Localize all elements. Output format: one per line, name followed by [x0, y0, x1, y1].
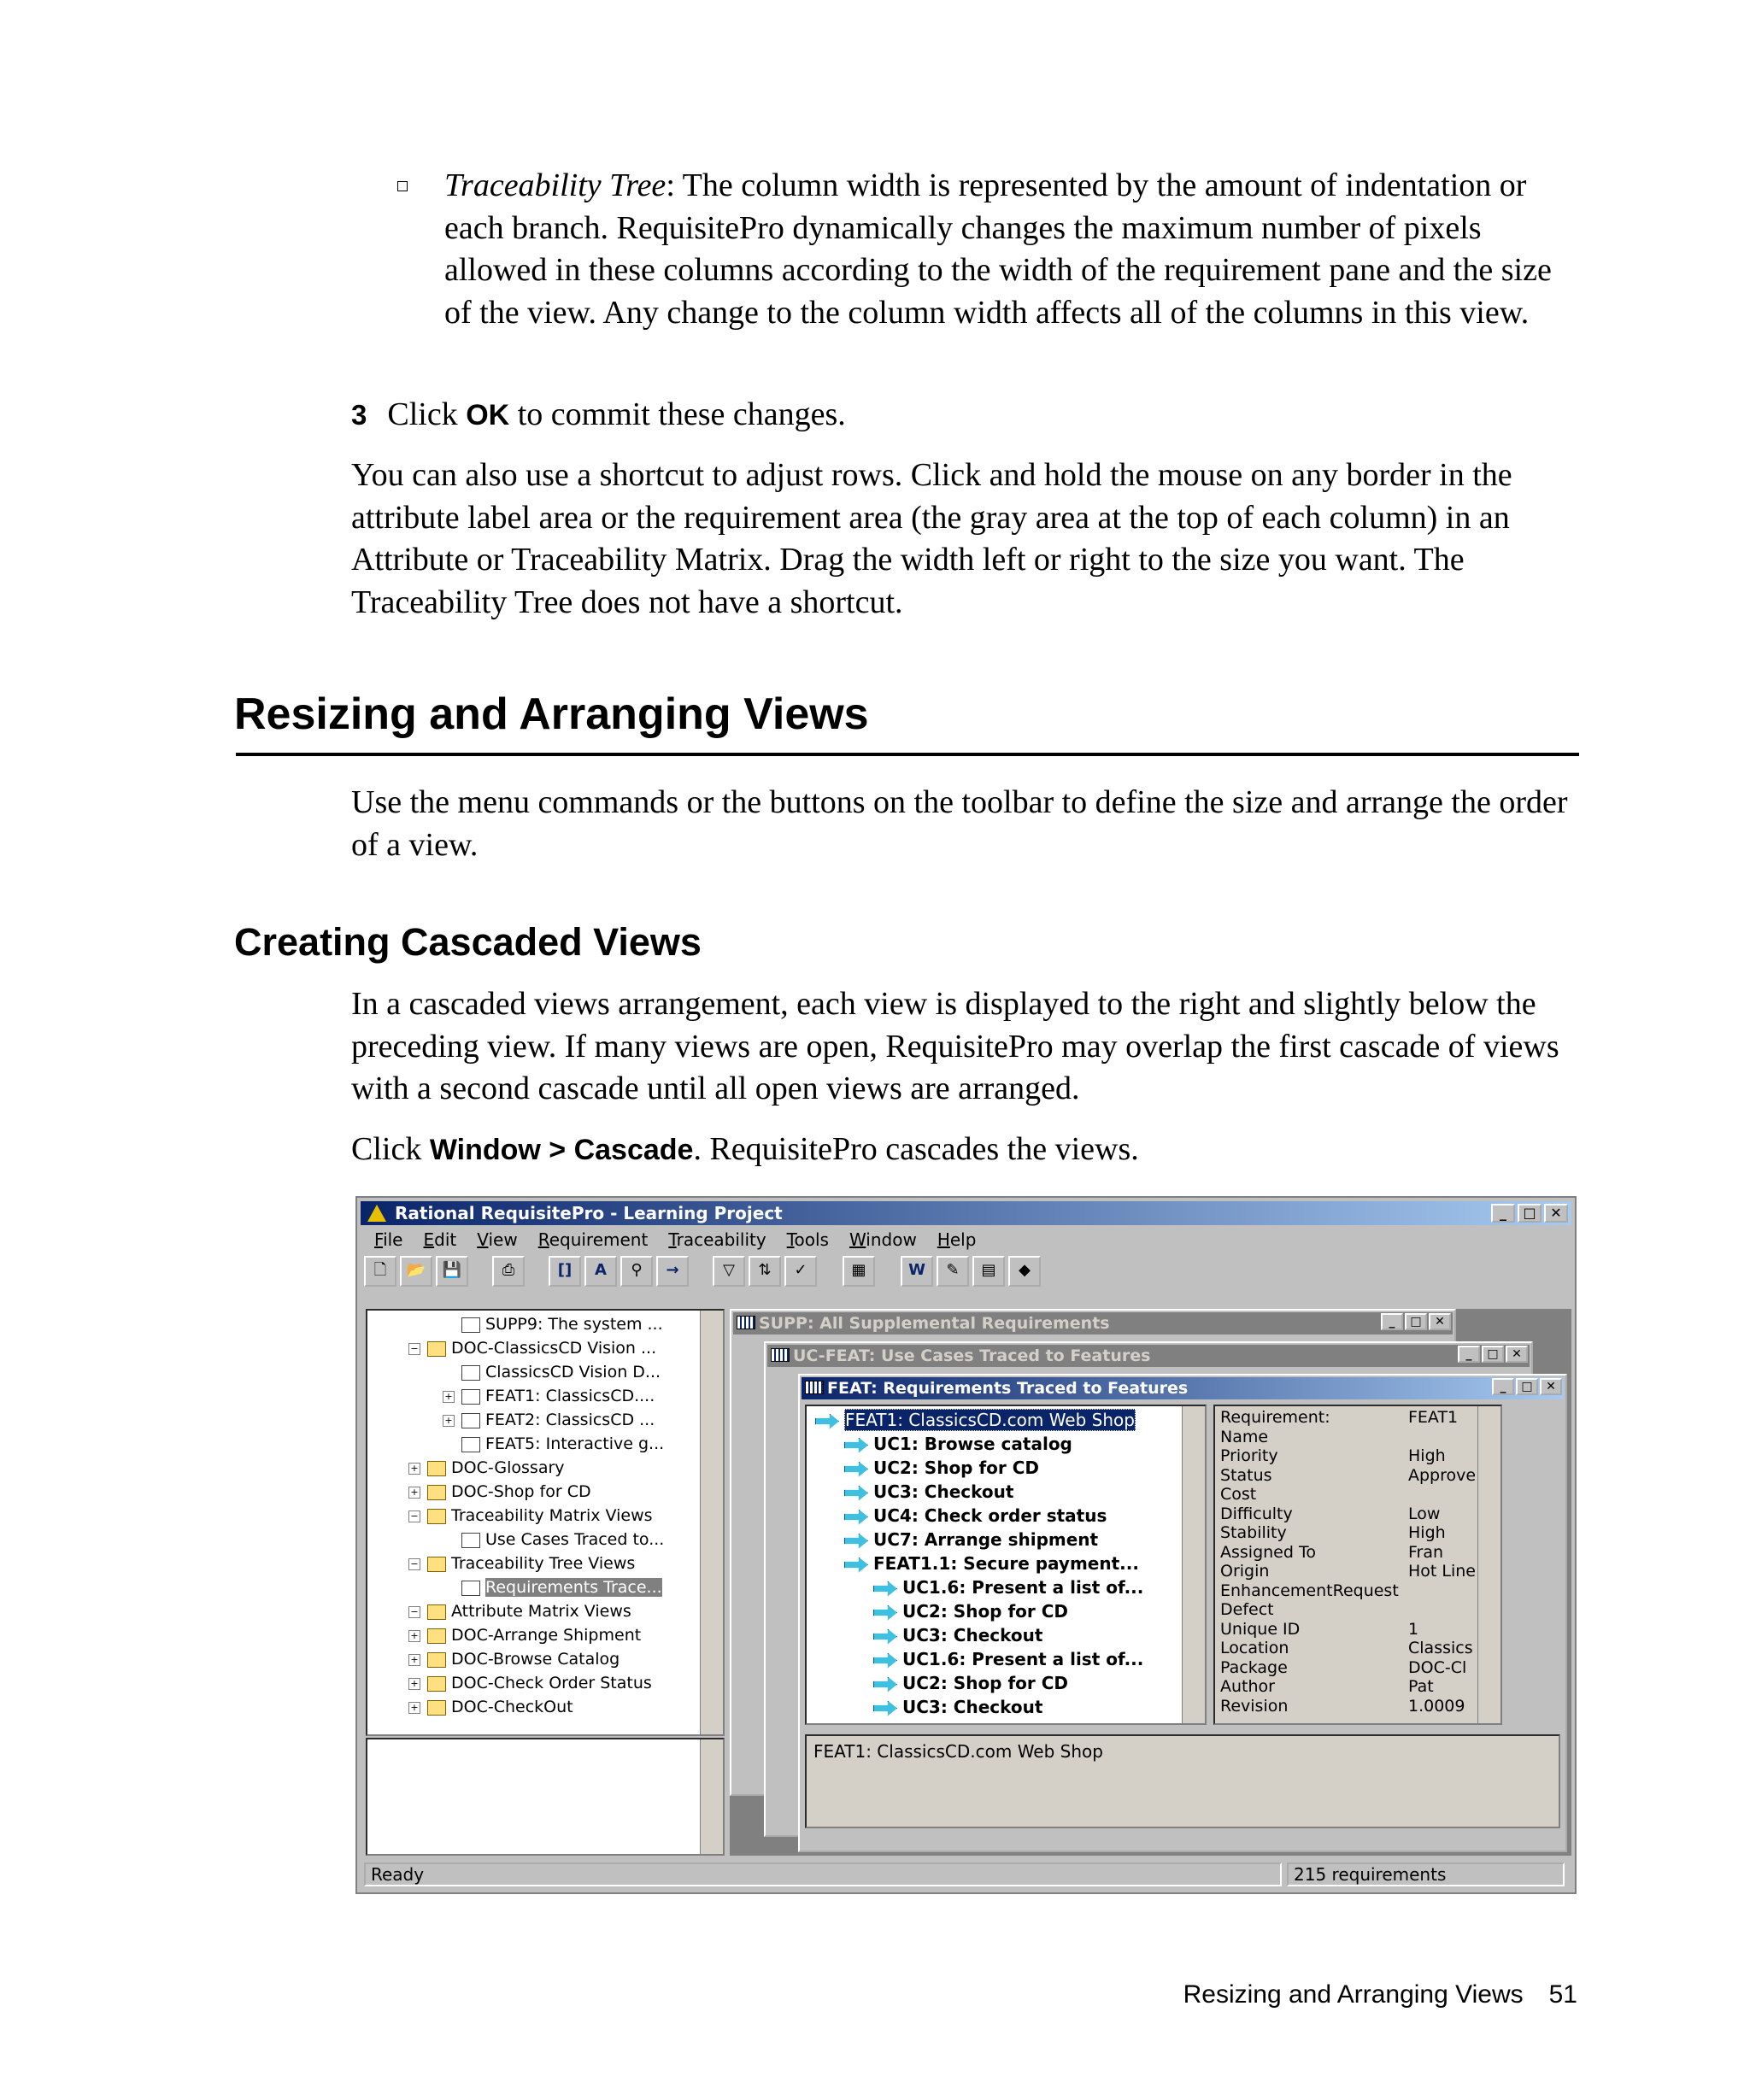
trace-tree-item[interactable] — [873, 1647, 1143, 1671]
filter-icon[interactable]: ▽ — [713, 1256, 745, 1287]
attribute-row — [1220, 1504, 1441, 1524]
explorer-item-label: DOC-ClassicsCD Vision ... — [451, 1339, 657, 1358]
collapse-icon[interactable]: − — [408, 1510, 420, 1522]
bullet-text: : The column width is represented by the amount of indentation or each branch. RequisitePro dynamically changes the maximum number of pixels allowed in these columns according to the width of the requirement pane and the size of the view. Any change to the column width affects all of the columns in this view. — [444, 167, 1552, 331]
menu-bar — [364, 1229, 986, 1251]
trace-tree-label: FEAT1: ClassicsCD.com Web Shop — [845, 1410, 1135, 1430]
find-icon[interactable]: ⚲ — [620, 1256, 653, 1287]
print-icon[interactable]: ⎙ — [492, 1256, 525, 1287]
explorer-scrollbar[interactable] — [700, 1311, 723, 1734]
open-icon[interactable]: 📂 — [400, 1256, 432, 1287]
attribute-name: Origin — [1220, 1562, 1270, 1581]
app-titlebar — [361, 1201, 1571, 1225]
maximize-icon[interactable]: □ — [1405, 1313, 1427, 1330]
attribute-name: Revision — [1220, 1696, 1289, 1716]
attribute-row — [1220, 1465, 1477, 1486]
folder-icon — [427, 1485, 446, 1500]
new-icon[interactable]: 🗋 — [364, 1256, 396, 1287]
paragraph-cascade: In a cascaded views arrangement, each view is displayed to the right and slightly below the preceding view. If many views are open, RequisitePro may overlap the first cascade of views with a second cascade until all open views are arranged. — [351, 986, 1559, 1106]
feat-controls — [1492, 1378, 1562, 1395]
attribute-value: FEAT1 — [1408, 1408, 1459, 1427]
document-icon — [461, 1365, 480, 1381]
notes-icon[interactable]: ✎ — [937, 1256, 969, 1287]
explorer-item[interactable] — [408, 1695, 573, 1719]
attribute-value: Fran — [1408, 1542, 1444, 1562]
explorer-item-label: DOC-Browse Catalog — [451, 1650, 620, 1669]
attribute-name: Priority — [1220, 1446, 1278, 1465]
window-feat[interactable] — [798, 1374, 1567, 1852]
para4-pre: Click — [351, 1131, 430, 1167]
explorer-item[interactable] — [408, 1647, 620, 1671]
trace-tree-label: FEAT1.1: Secure payment... — [873, 1553, 1139, 1574]
trace-tree-label: UC1.6: Present a list of... — [902, 1649, 1144, 1669]
matrix-icon[interactable]: ▦ — [843, 1256, 875, 1287]
requirement-icon — [461, 1437, 480, 1452]
book-icon[interactable]: ◆ — [1008, 1256, 1041, 1287]
trace-tree-label: UC2: Shop for CD — [873, 1458, 1040, 1478]
document-icon — [461, 1533, 480, 1548]
properties-scrollbar[interactable] — [700, 1739, 723, 1854]
app-screenshot — [355, 1196, 1577, 1894]
app-title: Rational RequisitePro - Learning Project — [395, 1203, 783, 1223]
explorer-item[interactable] — [408, 1480, 591, 1504]
close-icon[interactable]: ✕ — [1429, 1313, 1451, 1330]
bullet-term: Traceability Tree — [444, 167, 667, 203]
goto-icon[interactable]: → — [656, 1256, 689, 1287]
minimize-icon[interactable]: _ — [1381, 1313, 1403, 1330]
trace-tree-item[interactable] — [815, 1408, 1136, 1432]
collapse-icon[interactable]: − — [408, 1343, 420, 1355]
attribute-row — [1220, 1562, 1476, 1581]
attribute-name: Unique ID — [1220, 1619, 1301, 1639]
attribute-scrollbar[interactable] — [1477, 1406, 1500, 1723]
trace-tree-label: UC2: Shop for CD — [902, 1673, 1069, 1693]
explorer-item[interactable] — [408, 1671, 652, 1695]
attribute-name: Location — [1220, 1639, 1289, 1657]
status-count: 215 requirements — [1287, 1862, 1565, 1886]
explorer-item-label: DOC-Glossary — [451, 1458, 565, 1477]
menu-window[interactable]: Window — [849, 1229, 917, 1250]
attribute-row — [1220, 1677, 1434, 1697]
explorer-item[interactable] — [443, 1360, 661, 1384]
toolbar — [364, 1254, 1568, 1288]
trace-tree-item[interactable] — [844, 1528, 1098, 1552]
bullet-marker — [397, 181, 408, 191]
expand-icon[interactable]: + — [443, 1391, 455, 1403]
menu-edit[interactable]: Edit — [423, 1229, 457, 1250]
attribute-name: Package — [1220, 1657, 1288, 1677]
page-number: 51 — [1548, 1980, 1577, 2009]
maximize-icon[interactable]: □ — [1482, 1346, 1504, 1363]
ucfeat-title: UC-FEAT: Use Cases Traced to Features — [767, 1345, 1530, 1367]
attribute-row — [1220, 1657, 1467, 1678]
menu-help[interactable]: Help — [937, 1229, 977, 1250]
attribute-icon[interactable]: A — [584, 1256, 617, 1287]
trace-from-icon — [873, 1629, 897, 1645]
folder-icon — [427, 1341, 446, 1357]
attribute-row — [1220, 1485, 1256, 1505]
trace-from-icon — [844, 1486, 868, 1501]
traceability-tree[interactable] — [805, 1405, 1207, 1725]
step-pre: Click — [387, 396, 467, 432]
trace-tree-label: UC2: Shop for CD — [902, 1601, 1069, 1622]
requirement-icon — [461, 1389, 480, 1405]
folder-icon — [427, 1676, 446, 1692]
grid-icon — [771, 1348, 790, 1362]
attribute-name: Stability — [1220, 1523, 1287, 1542]
query-icon[interactable]: ✓ — [784, 1256, 817, 1287]
feat-title: FEAT: Requirements Traced to Features — [802, 1377, 1564, 1399]
menu-tools[interactable]: Tools — [786, 1229, 829, 1250]
paragraph-click-cascade — [351, 1129, 1582, 1172]
explorer-item-label: Attribute Matrix Views — [451, 1602, 631, 1621]
explorer-item-label: Traceability Matrix Views — [451, 1506, 653, 1525]
explorer-item[interactable] — [408, 1623, 641, 1647]
attribute-row — [1220, 1542, 1444, 1563]
trace-tree-item[interactable] — [844, 1480, 1013, 1504]
minimize-icon[interactable]: _ — [1491, 1204, 1515, 1223]
expand-icon[interactable]: + — [443, 1415, 455, 1427]
para4-ui: Window > Cascade — [429, 1134, 694, 1166]
close-icon[interactable]: ✕ — [1544, 1204, 1568, 1223]
tree-scrollbar[interactable] — [1182, 1406, 1205, 1723]
explorer-item-label: FEAT1: ClassicsCD.... — [485, 1387, 655, 1405]
para4-post: . RequisitePro cascades the views. — [693, 1131, 1139, 1167]
paragraph-shortcut: You can also use a shortcut to adjust rows. Click and hold the mouse on any border in the attribute label area or the requirement area (the gray area at the top of each column) in an Attribute or Traceability Matrix. Drag the width left or right to the size you want. The Traceability Tree does not have a shortcut. — [351, 457, 1512, 620]
attribute-value: Approve — [1408, 1465, 1477, 1485]
heading-rule — [236, 753, 1579, 756]
attribute-pane — [1213, 1405, 1502, 1725]
explorer-item[interactable] — [408, 1504, 653, 1528]
trace-from-icon — [873, 1605, 897, 1621]
trace-tree-item[interactable] — [844, 1552, 1139, 1575]
maximize-icon[interactable]: □ — [1518, 1204, 1542, 1223]
grid-icon — [737, 1316, 755, 1329]
page-footer — [1025, 1980, 1577, 2009]
attribute-name: Cost — [1220, 1485, 1257, 1504]
trace-to-icon — [815, 1414, 839, 1429]
attribute-row — [1220, 1600, 1274, 1620]
ucfeat-controls — [1458, 1346, 1528, 1363]
attribute-value: DOC-Cl — [1408, 1657, 1467, 1677]
attribute-name: Assigned To — [1220, 1542, 1316, 1562]
document-icon — [461, 1581, 480, 1596]
save-icon[interactable]: 💾 — [436, 1256, 468, 1287]
minimize-icon[interactable]: _ — [1458, 1346, 1480, 1363]
paragraph-intro: Use the menu commands or the buttons on the toolbar to define the size and arrange the order of a view. — [351, 784, 1568, 863]
explorer-item[interactable] — [408, 1336, 656, 1360]
expand-icon[interactable]: + — [408, 1463, 420, 1475]
trace-tree-item[interactable] — [873, 1575, 1143, 1599]
trace-from-icon — [844, 1438, 868, 1453]
attribute-value: Classics — [1408, 1639, 1473, 1657]
attribute-name: Difficulty — [1220, 1504, 1293, 1523]
attribute-value: High — [1408, 1446, 1446, 1465]
requirement-icon[interactable]: [] — [549, 1256, 581, 1287]
mdi-area — [730, 1309, 1571, 1856]
trace-from-icon — [873, 1581, 897, 1597]
minimize-icon[interactable]: _ — [1492, 1378, 1514, 1395]
requirement-text-pane: FEAT1: ClassicsCD.com Web Shop — [805, 1734, 1560, 1828]
expand-icon[interactable]: + — [408, 1678, 420, 1690]
trace-from-icon — [844, 1462, 868, 1477]
trace-tree-label: UC3: Checkout — [902, 1625, 1043, 1645]
footer-section: Resizing and Arranging Views — [1183, 1980, 1524, 2009]
window-controls — [1491, 1204, 1568, 1223]
expand-icon[interactable]: + — [408, 1654, 420, 1666]
attribute-row — [1220, 1696, 1465, 1716]
attribute-row — [1220, 1428, 1268, 1447]
step-3 — [351, 396, 846, 433]
attribute-value: 1.0009 — [1408, 1696, 1465, 1716]
expand-icon[interactable]: + — [408, 1487, 420, 1499]
step-post: to commit these changes. — [509, 396, 846, 432]
explorer-item-label: Use Cases Traced to... — [485, 1530, 665, 1549]
folder-icon — [427, 1557, 446, 1572]
attribute-row — [1220, 1523, 1446, 1543]
step-number: 3 — [351, 399, 367, 431]
trace-from-icon — [873, 1653, 897, 1669]
attribute-name: EnhancementRequest — [1220, 1581, 1399, 1600]
explorer-item[interactable] — [408, 1552, 635, 1575]
menu-requirement[interactable]: Requirement — [537, 1229, 649, 1250]
trace-from-icon — [844, 1510, 868, 1525]
step-ui-ok: OK — [466, 399, 510, 431]
sort-icon[interactable]: ⇅ — [749, 1256, 781, 1287]
trace-tree-item[interactable] — [844, 1456, 1039, 1480]
folder-icon — [427, 1652, 446, 1668]
status-ready: Ready — [364, 1862, 1282, 1886]
attribute-name: Requirement: — [1220, 1408, 1330, 1427]
menu-view[interactable]: View — [477, 1229, 518, 1250]
bullet-traceability-tree — [444, 165, 1581, 334]
trace-from-icon — [844, 1557, 868, 1573]
trace-tree-item[interactable] — [873, 1623, 1042, 1647]
trace-tree-label: UC3: Checkout — [873, 1481, 1014, 1502]
supp-title: SUPP: All Supplemental Requirements — [733, 1312, 1453, 1334]
explorer-item-label: DOC-Shop for CD — [451, 1482, 591, 1501]
section-heading: Resizing and Arranging Views — [234, 689, 869, 739]
close-icon[interactable]: ✕ — [1540, 1378, 1562, 1395]
grid-icon — [805, 1381, 824, 1394]
subsection-heading: Creating Cascaded Views — [234, 920, 702, 964]
explorer-item-label: DOC-Check Order Status — [451, 1674, 652, 1692]
explorer-item-label: DOC-Arrange Shipment — [451, 1626, 642, 1645]
explorer-item-label: DOC-CheckOut — [451, 1698, 573, 1716]
attribute-row — [1220, 1619, 1419, 1640]
folder-icon — [427, 1700, 446, 1716]
folder-icon — [427, 1604, 446, 1620]
trace-from-icon — [844, 1534, 868, 1549]
trace-tree-item[interactable] — [844, 1504, 1107, 1528]
close-icon[interactable]: ✕ — [1506, 1346, 1528, 1363]
folder-icon — [427, 1509, 446, 1524]
folder-icon — [427, 1461, 446, 1476]
expand-icon[interactable]: + — [408, 1702, 420, 1714]
explorer-item[interactable] — [443, 1575, 662, 1599]
trace-tree-item[interactable] — [844, 1432, 1072, 1456]
explorer-item[interactable] — [443, 1312, 663, 1336]
trace-from-icon — [873, 1677, 897, 1692]
explorer-item-label: Requirements Trace... — [485, 1578, 662, 1597]
explorer-item-label: FEAT5: Interactive g... — [485, 1434, 665, 1453]
attribute-row — [1220, 1408, 1459, 1428]
explorer-item[interactable] — [443, 1432, 664, 1456]
explorer-item-label: Traceability Tree Views — [451, 1554, 636, 1573]
word-icon[interactable]: W — [901, 1256, 933, 1287]
chart-icon[interactable]: ▤ — [972, 1256, 1005, 1287]
explorer-item-label: ClassicsCD Vision D... — [485, 1363, 661, 1381]
attribute-name: Defect — [1220, 1600, 1274, 1619]
maximize-icon[interactable]: □ — [1516, 1378, 1538, 1395]
trace-tree-label: UC1: Browse catalog — [873, 1434, 1072, 1454]
explorer-item[interactable] — [443, 1528, 664, 1552]
requirement-icon — [461, 1413, 480, 1428]
explorer-properties — [366, 1738, 725, 1856]
collapse-icon[interactable]: − — [408, 1606, 420, 1618]
project-explorer[interactable] — [366, 1309, 725, 1736]
requirement-icon — [461, 1317, 480, 1333]
attribute-value: 1 — [1408, 1619, 1419, 1639]
explorer-item[interactable] — [443, 1408, 655, 1432]
explorer-item-label: SUPP9: The system ... — [485, 1315, 663, 1334]
attribute-name: Author — [1220, 1677, 1275, 1696]
attribute-value: High — [1408, 1523, 1446, 1542]
explorer-item[interactable] — [408, 1456, 565, 1480]
menu-file[interactable]: File — [374, 1229, 403, 1250]
supp-controls — [1381, 1313, 1451, 1330]
trace-tree-label: UC4: Check order status — [873, 1505, 1107, 1526]
collapse-icon[interactable]: − — [408, 1558, 420, 1570]
folder-icon — [427, 1628, 446, 1644]
attribute-value: Hot Line — [1408, 1562, 1476, 1581]
menu-traceability[interactable]: Traceability — [668, 1229, 766, 1250]
trace-tree-label: UC3: Checkout — [902, 1697, 1043, 1717]
explorer-item[interactable] — [408, 1599, 631, 1623]
trace-tree-item[interactable] — [873, 1599, 1068, 1623]
attribute-name: Name — [1220, 1427, 1269, 1446]
trace-from-icon — [873, 1701, 897, 1716]
app-icon — [367, 1205, 386, 1222]
trace-tree-item[interactable] — [873, 1695, 1042, 1719]
explorer-item-label: FEAT2: ClassicsCD ... — [485, 1411, 655, 1429]
attribute-value: Low — [1408, 1504, 1441, 1523]
attribute-row — [1220, 1581, 1399, 1601]
attribute-row — [1220, 1446, 1446, 1466]
trace-tree-label: UC1.6: Present a list of... — [902, 1577, 1144, 1598]
expand-icon[interactable]: + — [408, 1630, 420, 1642]
attribute-value: Pat — [1408, 1677, 1434, 1696]
attribute-row — [1220, 1639, 1473, 1658]
attribute-name: Status — [1220, 1465, 1272, 1485]
explorer-item[interactable] — [443, 1384, 655, 1408]
trace-tree-item[interactable] — [873, 1671, 1068, 1695]
status-bar — [364, 1862, 1568, 1888]
trace-tree-label: UC7: Arrange shipment — [873, 1529, 1099, 1550]
